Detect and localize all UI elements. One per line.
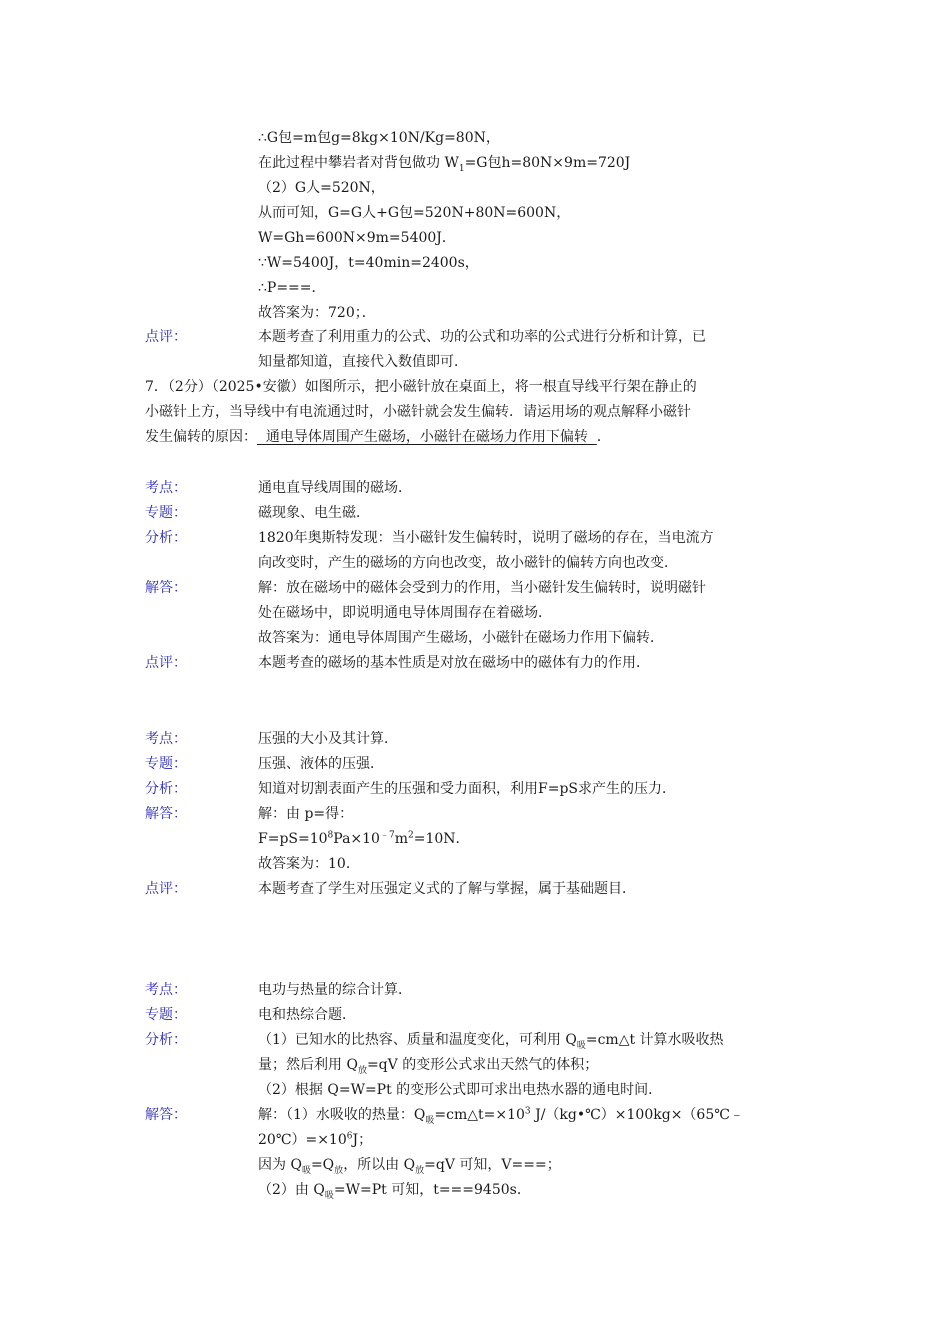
q8-zhuanti-label: 专题：: [145, 756, 187, 772]
q9-f1-sub: 吸: [576, 1040, 586, 1051]
q7-jieda-label: 解答：: [145, 580, 187, 596]
q7-stem-post: ．: [596, 429, 611, 445]
q7-stem-pre: 发生偏转的原因：: [145, 429, 257, 445]
q8-j2-a: F=pS=10: [258, 831, 328, 847]
q9-j3-d: =qV 可知，V===；: [424, 1157, 561, 1173]
q9-j2-sup: 6: [346, 1131, 353, 1142]
q8-fenxi-label: 分析：: [145, 781, 187, 797]
q7-dianping-label: 点评：: [145, 655, 187, 671]
q9-jieda-line3: [258, 1155, 561, 1175]
q8-kaodian: 压强的大小及其计算．: [258, 731, 398, 747]
q9-j3-sub3: 放: [415, 1165, 425, 1176]
q9-j4-a: （2）由 Q: [258, 1182, 325, 1198]
q9-fenxi-label: 分析：: [145, 1032, 187, 1048]
q9-j1-b: =cm△t=×10: [434, 1107, 525, 1123]
s6-line4: 从而可知，G=G人+G包=520N+80N=600N，: [258, 205, 571, 221]
q9-kaodian-label: 考点：: [145, 982, 187, 998]
q9-j2-b: J；: [352, 1132, 373, 1148]
q8-jieda-line3: 故答案为：10．: [258, 856, 360, 872]
s6-line3: （2）G人=520N，: [258, 180, 385, 196]
s6-line8: 故答案为：720；．: [258, 305, 376, 321]
q7-jieda-line2: 处在磁场中，即说明通电导体周围存在着磁场．: [258, 605, 552, 621]
q8-j2-c: m: [394, 831, 408, 847]
q9-fenxi-line1: [258, 1030, 724, 1050]
q8-j2-sup3: 2: [407, 830, 414, 841]
q7-stem-line3: [145, 427, 611, 447]
q8-dianping: 本题考查了学生对压强定义式的了解与掌握，属于基础题目．: [258, 881, 636, 897]
q9-f1-b: =cm△t 计算水吸收热: [585, 1032, 724, 1048]
s6-line2: [258, 153, 630, 173]
q7-stem-line1: 7．（2分）（2025•安徽）如图所示，把小磁针放在桌面上，将一根直导线平行架在静止的: [145, 379, 697, 395]
q8-j2-sup1: 8: [327, 830, 334, 841]
q7-jieda-line3: 故答案为：通电导体周围产生磁场，小磁针在磁场力作用下偏转．: [258, 630, 664, 646]
s6-review-line2: 知量都知道，直接代入数值即可．: [258, 354, 468, 370]
q7-fenxi-line2: 向改变时，产生的磁场的方向也改变，故小磁针的偏转方向也改变．: [258, 555, 678, 571]
q9-f2-sub: 放: [357, 1065, 367, 1076]
q8-jieda-line1: 解：由 p=得：: [258, 806, 354, 822]
q7-stem-line2: 小磁针上方，当导线中有电流通过时，小磁针就会发生偏转．请运用场的观点解释小磁针: [145, 404, 691, 420]
q9-jieda-line4: [258, 1180, 531, 1200]
q9-jieda-line2: [258, 1130, 372, 1150]
q9-f2-b: =qV 的变形公式求出天然气的体积；: [366, 1057, 599, 1073]
q7-answer-blank: 通电导体周围产生磁场，小磁针在磁场力作用下偏转: [257, 429, 597, 445]
q9-j3-b: =Q: [310, 1157, 335, 1173]
q9-zhuanti-label: 专题：: [145, 1007, 187, 1023]
q8-j2-b: Pa×10: [333, 831, 380, 847]
q9-j4-b: =W=Pt 可知，t===9450s．: [333, 1182, 531, 1198]
s6-line5: W=Gh=600N×9m=5400J．: [258, 230, 456, 246]
q9-j3-sub1: 吸: [301, 1165, 311, 1176]
q9-j1-sub: 吸: [425, 1115, 435, 1126]
s6-line2-sub: 1: [458, 163, 465, 174]
q9-j3-c: ，所以由 Q: [343, 1157, 416, 1173]
s6-line1: ∴G包=m包g=8kg×10N/Kg=80N，: [258, 130, 500, 146]
s6-line2-pre: 在此过程中攀岩者对背包做功 W: [258, 155, 459, 171]
q9-fenxi-line2: [258, 1055, 598, 1075]
q9-j3-a: 因为 Q: [258, 1157, 302, 1173]
q9-j1-c: J/（kg•℃）×100kg×（65℃﹣: [530, 1107, 744, 1123]
q9-jieda-label: 解答：: [145, 1107, 187, 1123]
s6-review-label: 点评：: [145, 329, 187, 345]
q7-dianping: 本题考查的磁场的基本性质是对放在磁场中的磁体有力的作用．: [258, 655, 650, 671]
q7-fenxi-label: 分析：: [145, 530, 187, 546]
q9-j3-sub2: 放: [334, 1165, 344, 1176]
q7-kaodian-label: 考点：: [145, 480, 187, 496]
q8-fenxi: 知道对切割表面产生的压强和受力面积，利用F=pS求产生的压力．: [258, 781, 676, 797]
q9-j1-sup: 3: [524, 1106, 531, 1117]
q7-zhuanti-label: 专题：: [145, 505, 187, 521]
q8-kaodian-label: 考点：: [145, 731, 187, 747]
q9-kaodian: 电功与热量的综合计算．: [258, 982, 412, 998]
q8-j2-sup2: ﹣7: [379, 830, 395, 841]
q8-dianping-label: 点评：: [145, 881, 187, 897]
s6-line7: ∴P===．: [258, 280, 326, 296]
q7-jieda-line1: 解：放在磁场中的磁体会受到力的作用，当小磁针发生偏转时，说明磁针: [258, 580, 706, 596]
q9-fenxi-line3: （2）根据 Q=W=Pt 的变形公式即可求出电热水器的通电时间．: [258, 1082, 663, 1098]
q8-zhuanti: 压强、液体的压强．: [258, 756, 384, 772]
s6-review-line1: 本题考查了利用重力的公式、功的公式和功率的公式进行分析和计算，已: [258, 329, 706, 345]
q9-f1-a: （1）已知水的比热容、质量和温度变化，可利用 Q: [258, 1032, 577, 1048]
s6-line2-post: =G包h=80N×9m=720J: [464, 155, 631, 171]
q7-zhuanti: 磁现象、电生磁．: [258, 505, 370, 521]
q7-fenxi-line1: 1820年奥斯特发现：当小磁针发生偏转时，说明了磁场的存在，当电流方: [258, 530, 714, 546]
q9-zhuanti: 电和热综合题．: [258, 1007, 356, 1023]
q8-jieda-label: 解答：: [145, 806, 187, 822]
q9-jieda-line1: [258, 1105, 744, 1125]
q9-j1-a: 解：（1）水吸收的热量：Q: [258, 1107, 426, 1123]
s6-line6: ∵W=5400J，t=40min=2400s，: [258, 255, 479, 271]
q7-kaodian: 通电直导线周围的磁场．: [258, 480, 412, 496]
q8-j2-d: =10N．: [413, 831, 470, 847]
q8-jieda-line2: [258, 829, 470, 849]
q9-j4-sub: 吸: [324, 1190, 334, 1201]
q9-j2-a: 20℃）=×10: [258, 1132, 347, 1148]
q9-f2-a: 量；然后利用 Q: [258, 1057, 358, 1073]
